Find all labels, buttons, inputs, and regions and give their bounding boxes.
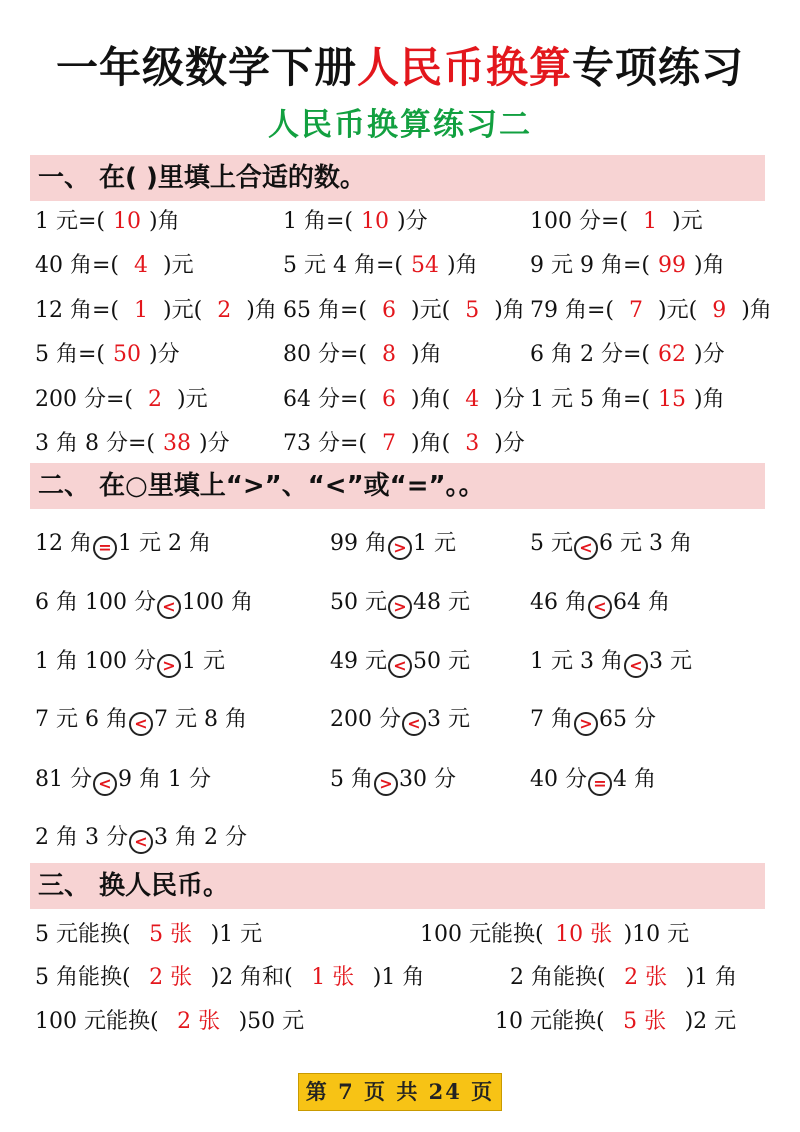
exercise-item [35, 915, 262, 955]
answer-value: 4 [134, 253, 149, 278]
answer-value: 2 [217, 298, 232, 323]
question-text: )角 [411, 342, 442, 367]
compare-item [35, 524, 211, 564]
compare-item [530, 642, 692, 682]
question-text: 5 元能换( [35, 922, 131, 947]
exercise-item [283, 424, 525, 464]
compare-circle-icon: < [588, 595, 612, 619]
compare-item [35, 818, 247, 858]
compare-item [530, 760, 656, 800]
question-text: 9 元 9 角=( [530, 253, 650, 278]
title-suffix: 专项练习 [572, 43, 745, 92]
question-text: )角 [694, 387, 725, 412]
compare-circle-icon: < [624, 654, 648, 678]
exercise-item [530, 202, 703, 242]
question-text: )2 角和( [210, 965, 293, 990]
exercise-item [35, 424, 230, 464]
question-text: 100 元能换( [420, 922, 544, 947]
compare-circle-icon: > [157, 654, 181, 678]
compare-left: 5 角 [330, 767, 373, 792]
answer-value: 1 张 [311, 965, 355, 990]
compare-left: 12 角 [35, 531, 92, 556]
question-text: 100 分=( [530, 209, 629, 234]
question-text: 3 角 8 分=( [35, 431, 155, 456]
question-text: 1 角=( [283, 209, 354, 234]
section3-heading: 三、 换人民币。 [30, 863, 765, 909]
question-text: )角 [741, 298, 772, 323]
question-text: 64 分=( [283, 387, 368, 412]
answer-value: 2 张 [149, 965, 193, 990]
question-text: )角 [447, 253, 478, 278]
exercise-item [35, 1002, 304, 1042]
compare-item [530, 583, 670, 623]
compare-right: 3 角 2 分 [153, 825, 247, 850]
question-text: )50 元 [238, 1009, 305, 1034]
compare-item [330, 642, 470, 682]
question-text: )分 [494, 431, 525, 456]
exercise-item [35, 958, 424, 998]
answer-value: 15 [658, 387, 686, 412]
compare-left: 6 角 100 分 [35, 590, 156, 615]
exercise-item [283, 246, 478, 286]
compare-circle-icon: < [129, 712, 153, 736]
question-text: 2 角能换( [510, 965, 606, 990]
question-text: )分 [494, 387, 525, 412]
question-text: 6 角 2 分=( [530, 342, 650, 367]
question-text: )分 [149, 342, 180, 367]
exercise-item [35, 291, 277, 331]
question-text: )角( [411, 431, 451, 456]
compare-right: 3 元 [427, 707, 470, 732]
question-text: )分 [694, 342, 725, 367]
answer-value: 62 [658, 342, 686, 367]
title-highlight: 人民币换算 [356, 43, 572, 92]
compare-right: 3 元 [648, 649, 692, 674]
compare-left: 40 分 [530, 767, 587, 792]
exercise-item [530, 246, 725, 286]
exercise-item [283, 202, 428, 242]
answer-value: 6 [382, 298, 397, 323]
compare-right: 100 角 [181, 590, 253, 615]
compare-left: 1 元 3 角 [530, 649, 623, 674]
exercise-item [530, 335, 725, 375]
compare-right: 30 分 [399, 767, 456, 792]
compare-item [35, 760, 211, 800]
compare-right: 6 元 3 角 [599, 531, 692, 556]
answer-value: 10 [113, 209, 142, 234]
question-text: )角 [694, 253, 725, 278]
question-text: 1 元=( [35, 209, 106, 234]
question-text: )分 [397, 209, 428, 234]
compare-item [330, 760, 456, 800]
question-text: 12 角=( [35, 298, 120, 323]
compare-right: 1 元 2 角 [118, 531, 211, 556]
question-text: )1 角 [372, 965, 425, 990]
question-text: )角 [149, 209, 180, 234]
question-text: 10 元能换( [495, 1009, 605, 1034]
question-text: )元 [177, 387, 208, 412]
question-text: 40 角=( [35, 253, 120, 278]
compare-circle-icon: < [157, 595, 181, 619]
question-text: )2 元 [684, 1009, 737, 1034]
answer-value: 5 张 [149, 922, 193, 947]
answer-value: 8 [382, 342, 397, 367]
compare-circle-icon: < [93, 772, 117, 796]
title-prefix: 一年级数学下册 [55, 43, 357, 92]
question-text: )元( [163, 298, 203, 323]
page-subtitle: 人民币换算练习二 [268, 107, 532, 143]
answer-value: 1 [134, 298, 149, 323]
compare-left: 81 分 [35, 767, 92, 792]
answer-value: 2 张 [177, 1009, 221, 1034]
exercise-item [35, 335, 180, 375]
compare-circle-icon: = [588, 772, 612, 796]
compare-left: 200 分 [330, 707, 401, 732]
exercise-item [420, 915, 689, 955]
answer-value: 7 [382, 431, 397, 456]
question-text: 5 元 4 角=( [283, 253, 403, 278]
compare-item [530, 524, 692, 564]
exercise-item [283, 335, 442, 375]
compare-left: 7 元 6 角 [35, 707, 128, 732]
compare-circle-icon: > [388, 536, 412, 560]
answer-value: 50 [113, 342, 142, 367]
question-text: )分 [199, 431, 230, 456]
exercise-item [35, 246, 194, 286]
answer-value: 38 [163, 431, 191, 456]
question-text: 79 角=( [530, 298, 615, 323]
question-text: )10 元 [623, 922, 690, 947]
section2-heading: 二、 在○里填上“>”、“<”或“=”。。 [30, 463, 765, 509]
question-text: )元( [658, 298, 698, 323]
answer-value: 4 [465, 387, 480, 412]
question-text: 73 分=( [283, 431, 368, 456]
compare-circle-icon: < [129, 830, 153, 854]
compare-item [330, 583, 470, 623]
question-text: )元 [672, 209, 703, 234]
question-text: 1 元 5 角=( [530, 387, 650, 412]
answer-value: 3 [465, 431, 480, 456]
question-text: )元( [411, 298, 451, 323]
compare-left: 1 角 100 分 [35, 649, 156, 674]
compare-right: 64 角 [613, 590, 670, 615]
compare-left: 46 角 [530, 590, 587, 615]
answer-value: 5 [465, 298, 480, 323]
compare-right: 9 角 1 分 [118, 767, 211, 792]
answer-value: 5 张 [623, 1009, 667, 1034]
compare-circle-icon: > [388, 595, 412, 619]
exercise-item [530, 291, 772, 331]
exercise-item [530, 380, 725, 420]
answer-value: 10 张 [555, 922, 613, 947]
answer-value: 10 [361, 209, 390, 234]
question-text: )元 [163, 253, 194, 278]
exercise-item [495, 1002, 736, 1042]
exercise-item [283, 291, 525, 331]
answer-value: 9 [712, 298, 727, 323]
compare-circle-icon: > [374, 772, 398, 796]
exercise-item [283, 380, 525, 420]
compare-circle-icon: > [574, 712, 598, 736]
compare-circle-icon: < [388, 654, 412, 678]
answer-value: 54 [411, 253, 439, 278]
question-text: 80 分=( [283, 342, 368, 367]
compare-left: 49 元 [330, 649, 387, 674]
question-text: )角( [411, 387, 451, 412]
answer-value: 7 [629, 298, 644, 323]
page-title [0, 40, 800, 96]
exercise-item [35, 380, 208, 420]
answer-value: 2 [148, 387, 163, 412]
compare-right: 65 分 [599, 707, 656, 732]
question-text: 5 角=( [35, 342, 106, 367]
question-text: 65 角=( [283, 298, 368, 323]
compare-right: 1 元 [181, 649, 225, 674]
compare-circle-icon: < [574, 536, 598, 560]
compare-circle-icon: = [93, 536, 117, 560]
question-text: 100 元能换( [35, 1009, 159, 1034]
compare-right: 50 元 [413, 649, 470, 674]
compare-left: 5 元 [530, 531, 573, 556]
question-text: 200 分=( [35, 387, 134, 412]
compare-item [530, 700, 656, 740]
question-text: )角 [494, 298, 525, 323]
exercise-item [35, 202, 180, 242]
question-text: )1 元 [210, 922, 263, 947]
section1-heading: 一、 在( )里填上合适的数。 [30, 155, 765, 201]
compare-left: 50 元 [330, 590, 387, 615]
compare-right: 7 元 8 角 [153, 707, 247, 732]
compare-item [330, 524, 456, 564]
compare-item [35, 583, 253, 623]
compare-item [35, 700, 247, 740]
answer-value: 1 [643, 209, 658, 234]
compare-item [330, 700, 470, 740]
compare-right: 1 元 [413, 531, 456, 556]
answer-value: 6 [382, 387, 397, 412]
compare-left: 99 角 [330, 531, 387, 556]
compare-left: 7 角 [530, 707, 573, 732]
exercise-item [510, 958, 737, 998]
compare-left: 2 角 3 分 [35, 825, 128, 850]
page-footer: 第 7 页 共 24 页 [298, 1073, 502, 1111]
compare-item [35, 642, 225, 682]
compare-right: 48 元 [413, 590, 470, 615]
answer-value: 2 张 [624, 965, 668, 990]
question-text: 5 角能换( [35, 965, 131, 990]
compare-circle-icon: < [402, 712, 426, 736]
compare-right: 4 角 [613, 767, 656, 792]
question-text: )1 角 [685, 965, 738, 990]
question-text: )角 [246, 298, 277, 323]
answer-value: 99 [658, 253, 686, 278]
